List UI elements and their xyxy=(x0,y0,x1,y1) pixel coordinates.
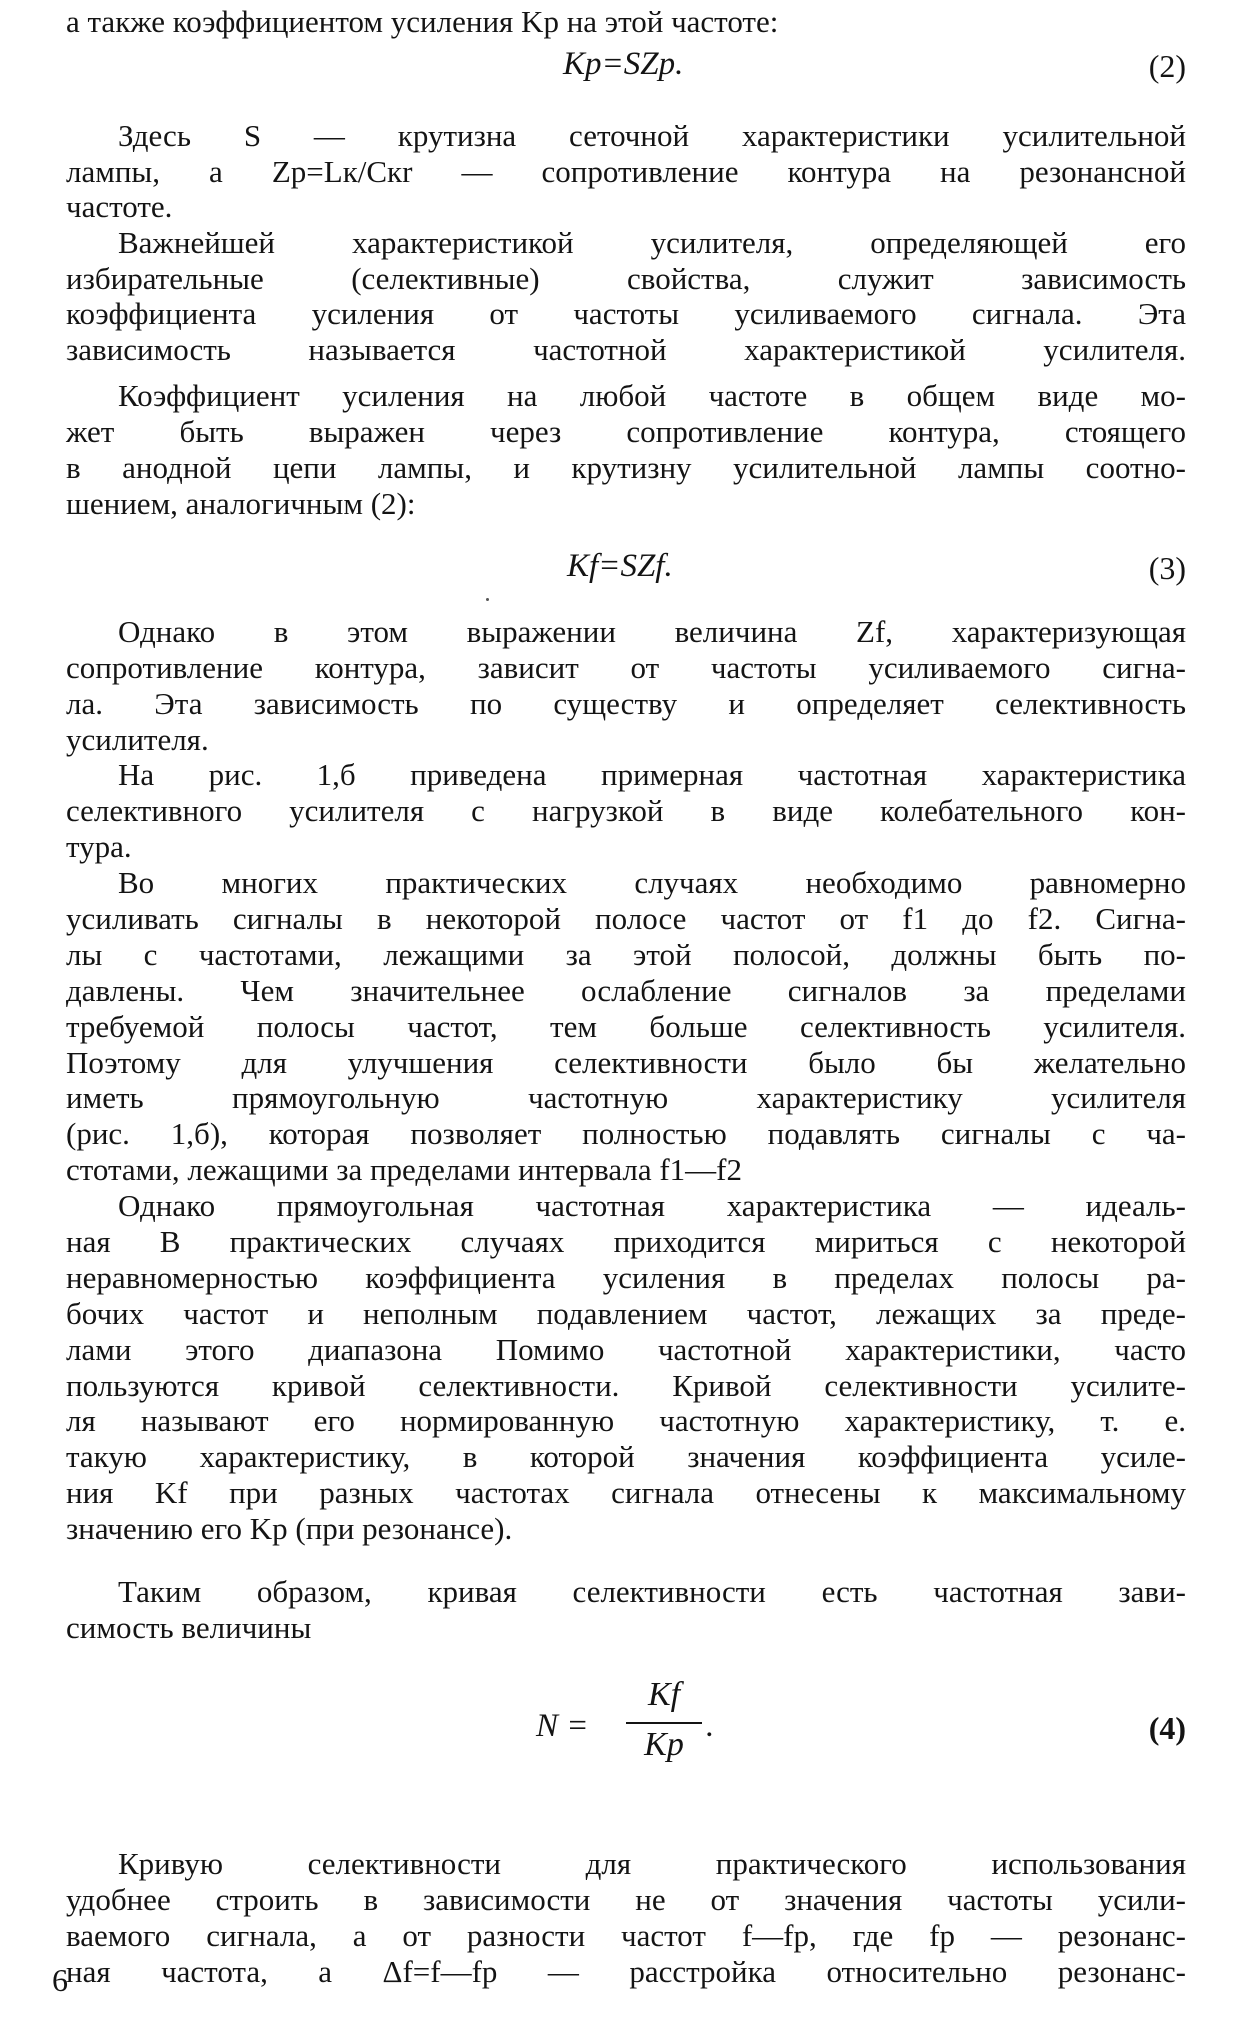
equation-4-lhs: N = xyxy=(536,1708,589,1744)
text-line: Здесь S — крутизна сеточной характеристики усилительной xyxy=(118,118,1186,153)
equation-2: Kр=SZр. xyxy=(563,46,684,82)
text-line: бочих частот и неполным подавлением частот, лежащих за преде- xyxy=(66,1296,1186,1331)
text-line: ла. Эта зависимость по существу и определяет селективность xyxy=(66,686,1186,721)
text-line: ная частота, а Δf=f—fр — расстройка относительно резонанс- xyxy=(66,1954,1186,1989)
text-line: частоте. xyxy=(66,189,173,224)
text-line: а также коэффициентом усиления Kр на этой частоте: xyxy=(66,4,779,39)
equation-4-tail: . xyxy=(706,1708,715,1744)
text-line: значению его Kр (при резонансе). xyxy=(66,1511,513,1546)
text-line: лампы, а Zр=Lк/Cкr — сопротивление контура на резонансной xyxy=(66,154,1186,189)
text-line: (рис. 1,б), которая позволяет полностью подавлять сигналы с ча- xyxy=(66,1116,1186,1151)
text-line: Кривую селективности для практического использования xyxy=(118,1846,1186,1881)
text-line: ля называют его нормированную частотную характеристику, т. е. xyxy=(66,1403,1186,1438)
text-line: Во многих практических случаях необходимо равномерно xyxy=(118,865,1186,900)
text-line: коэффициента усиления от частоты усиливаемого сигнала. Эта xyxy=(66,296,1186,331)
equation-4-denominator: Kр xyxy=(644,1726,684,1763)
print-speck xyxy=(486,598,489,601)
text-line: На рис. 1,б приведена примерная частотная характеристика xyxy=(118,757,1186,792)
equation-4-fraction xyxy=(626,1676,702,1776)
equation-3-number: (3) xyxy=(1148,550,1186,586)
equation-4-number: (4) xyxy=(1148,1710,1186,1746)
fraction-bar xyxy=(626,1722,702,1724)
text-line: лы с частотами, лежащими за этой полосой, должны быть по- xyxy=(66,937,1186,972)
text-line: Однако прямоугольная частотная характеристика — идеаль- xyxy=(118,1188,1186,1223)
text-line: ваемого сигнала, а от разности частот f—fр, где fр — резонанс- xyxy=(66,1918,1186,1953)
text-line: ния Kf при разных частотах сигнала отнесены к максимальному xyxy=(66,1475,1186,1510)
equation-4-numerator: Kf xyxy=(647,1676,681,1713)
equation-2-number: (2) xyxy=(1148,48,1186,84)
text-line: ная В практических случаях приходится мириться с некоторой xyxy=(66,1224,1186,1259)
text-line: шением, аналогичным (2): xyxy=(66,486,416,521)
text-line: Коэффициент усиления на любой частоте в общем виде мо- xyxy=(118,378,1186,413)
equation-3: Kf=SZf. xyxy=(567,548,673,584)
text-line: Поэтому для улучшения селективности было бы желательно xyxy=(66,1045,1186,1080)
text-line: зависимость называется частотной характеристикой усилителя. xyxy=(66,332,1186,367)
text-line: требуемой полосы частот, тем больше селективность усилителя. xyxy=(66,1009,1186,1044)
text-line: лами этого диапазона Помимо частотной характеристики, часто xyxy=(66,1332,1186,1367)
text-line: в анодной цепи лампы, и крутизну усилительной лампы соотно- xyxy=(66,450,1186,485)
text-line: неравномерностью коэффициента усиления в пределах полосы ра- xyxy=(66,1260,1186,1295)
text-line: давлены. Чем значительнее ослабление сигналов за пределами xyxy=(66,973,1186,1008)
text-line: такую характеристику, в которой значения коэффициента усиле- xyxy=(66,1439,1186,1474)
text-line: жет быть выражен через сопротивление контура, стоящего xyxy=(66,414,1186,449)
text-line: стотами, лежащими за пределами интервала f1—f2 xyxy=(66,1152,742,1187)
text-line: усилителя. xyxy=(66,722,209,757)
text-line: Важнейшей характеристикой усилителя, определяющей его xyxy=(118,225,1186,260)
text-line: избирательные (селективные) свойства, служит зависимость xyxy=(66,261,1186,296)
text-line: сопротивление контура, зависит от частоты усиливаемого сигна- xyxy=(66,650,1186,685)
text-line: Таким образом, кривая селективности есть частотная зави- xyxy=(118,1574,1186,1609)
text-line: иметь прямоугольную частотную характеристику усилителя xyxy=(66,1080,1186,1115)
text-line: симость величины xyxy=(66,1610,312,1645)
text-line: тура. xyxy=(66,829,132,864)
text-line: пользуются кривой селективности. Кривой селективности усилите- xyxy=(66,1368,1186,1403)
text-line: Однако в этом выражении величина Zf, характеризующая xyxy=(118,614,1186,649)
text-line: селективного усилителя с нагрузкой в виде колебательного кон- xyxy=(66,793,1186,828)
text-line: усиливать сигналы в некоторой полосе частот от f1 до f2. Сигна- xyxy=(66,901,1186,936)
text-line: удобнее строить в зависимости не от значения частоты усили- xyxy=(66,1882,1186,1917)
page-number: 6 xyxy=(52,1962,68,1998)
